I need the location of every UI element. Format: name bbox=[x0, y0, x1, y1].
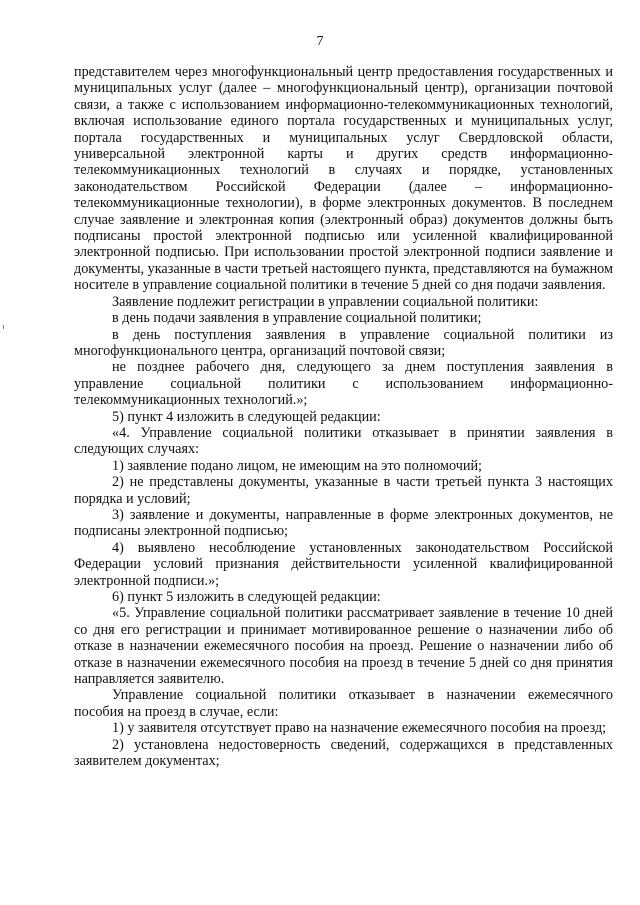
paragraph: 2) не представлены документы, указанные в части третьей пункта 3 настоящих порядка и условий; bbox=[74, 474, 613, 507]
paragraph: Заявление подлежит регистрации в управлении социальной политики: bbox=[112, 293, 539, 310]
page-number: 7 bbox=[316, 34, 324, 49]
paragraph: «5. Управление социальной политики рассматривает заявление в течение 10 дней со дня его регистрации и принимает мотивированное решение о назначении либо об отказе в назначении ежемесячного пособия на проезд. Решение о назначении либо об отказе в назначении ежемесячного пособия на проезд в течение 5 дней со дня принятия направляется заявителю. bbox=[74, 605, 613, 688]
paragraph: 5) пункт 4 изложить в следующей редакции: bbox=[112, 408, 381, 425]
paragraph: 6) пункт 5 изложить в следующей редакции: bbox=[112, 589, 381, 605]
paragraph: «4. Управление социальной политики отказывает в принятии заявления в следующих случаях: bbox=[74, 424, 613, 458]
paragraph: представителем через многофункциональный центр предоставления государственных и муниципальных услуг (далее – многофункциональный центр), организации почтовой связи, а также с использованием информационно-телекоммуникационных технологий, включая использование единого портала государственных и муниципальных услуг, портала государственных и муниципальных услуг Свердловской области, универсальной электронной карты и других средств информационно-телекоммуникационных технологий в случаях и порядке, установленных законодательством Российской Федерации (далее – информационно-телекоммуникационные технологии), в форме электронных документов. В последнем случае заявление и электронная копия (электронный образ) документов должны быть подписаны простой электронной подписью или усиленной квалифицированной электронной подписью. При использовании простой электронной подписи заявление и документы, указанные в части третьей настоящего пункта, представляются на бумажном носителе в управление социальной политики в течение 5 дней со дня подачи заявления. bbox=[74, 64, 613, 294]
paragraph: в день подачи заявления в управление социальной политики; bbox=[112, 310, 482, 327]
paragraph: 1) у заявителя отсутствует право на назначение ежемесячного пособия на проезд; bbox=[112, 720, 607, 737]
margin-mark bbox=[3, 325, 4, 329]
paragraph: не позднее рабочего дня, следующего за днем поступления заявления в управление социальной политики с использованием информационно-телекоммуникационных технологий.»; bbox=[74, 359, 613, 409]
paragraph: 2) установлена недостоверность сведений, содержащихся в представленных заявителем документах; bbox=[74, 736, 613, 770]
paragraph: Управление социальной политики отказывает в назначении ежемесячного пособия на проезд в случае, если: bbox=[74, 687, 613, 720]
paragraph: 4) выявлено несоблюдение установленных законодательством Российской Федерации условий признания действительности усиленной квалифицированной электронной подписи.»; bbox=[74, 539, 613, 589]
document-body bbox=[74, 64, 613, 769]
paragraph: 3) заявление и документы, направленные в форме электронных документов, не подписаны электронной подписью; bbox=[74, 506, 613, 540]
paragraph: 1) заявление подано лицом, не имеющим на это полномочий; bbox=[112, 457, 482, 474]
paragraph: в день поступления заявления в управление социальной политики из многофункционального центра, организаций почтовой связи; bbox=[74, 326, 613, 359]
